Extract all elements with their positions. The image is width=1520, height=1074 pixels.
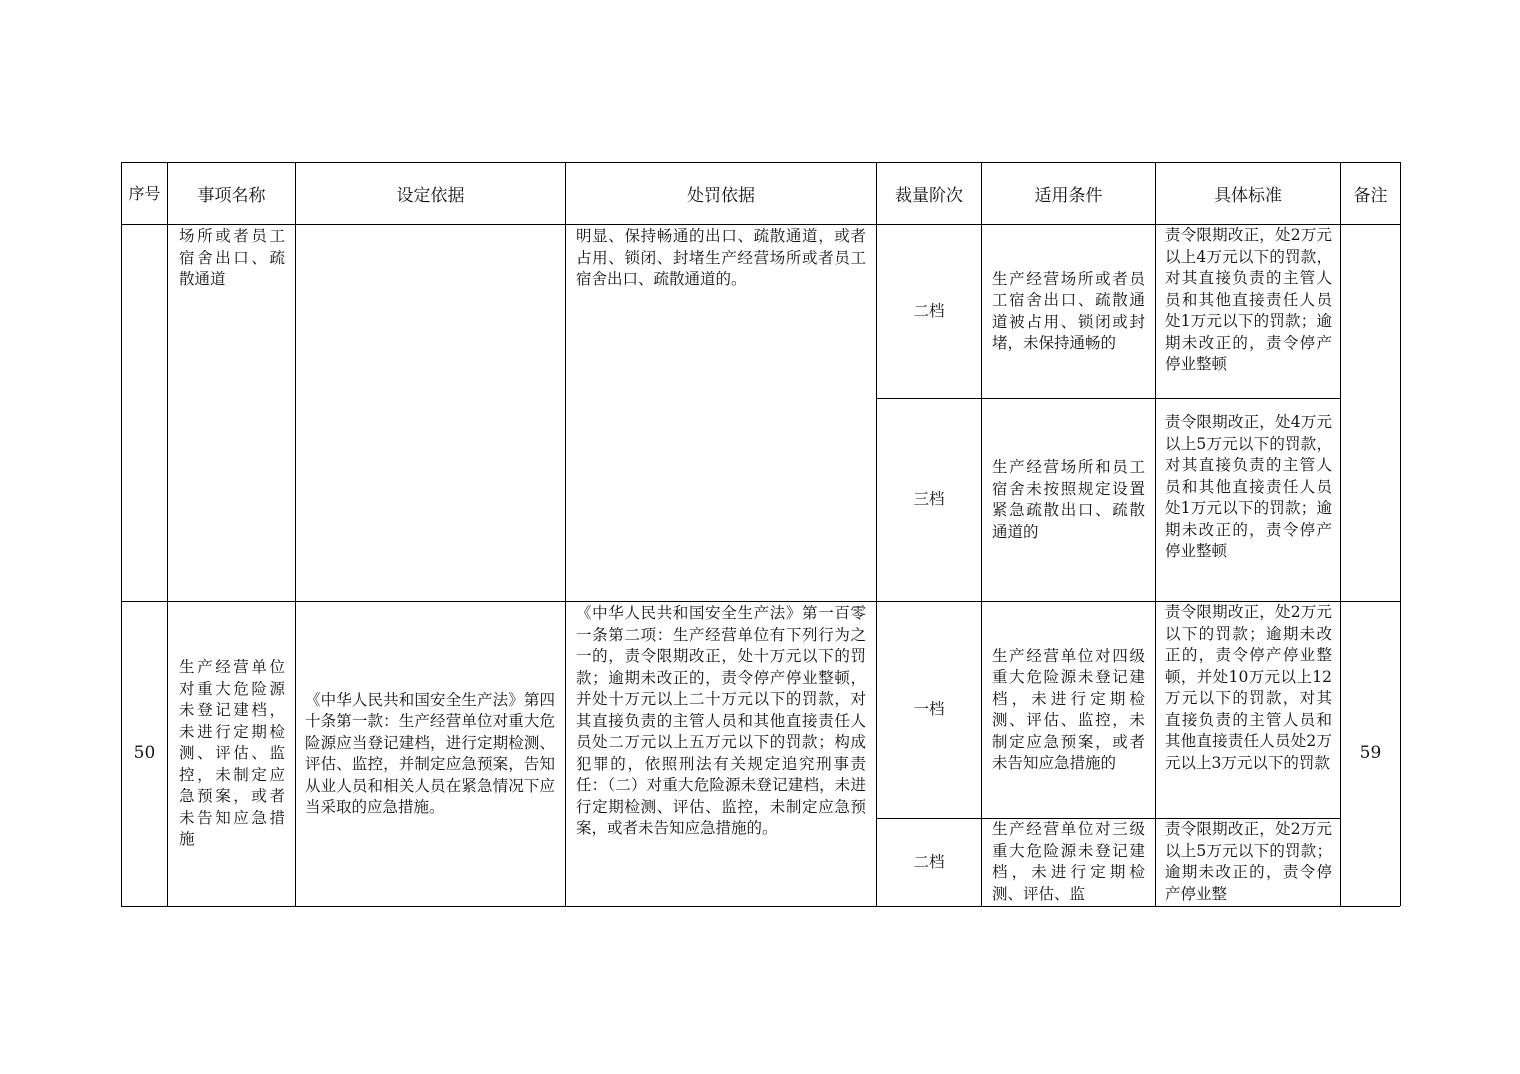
item-name-text: 生产经营单位对重大危险源未登记建档，未进行定期检测、评估、监控，未制定应急预案，或者未告知应急措施 bbox=[179, 658, 285, 849]
penalty-basis-cell: 明显、保持畅通的出口、疏散通道，或者占用、锁闭、封堵生产经营场所或者员工宿舍出口、疏散通道的。 bbox=[576, 227, 866, 288]
header-level: 裁量阶次 bbox=[895, 186, 963, 206]
standard-cell: 责令限期改正，处2万元以上5万元以下的罚款；逾期未改正的，责令停产停业整 bbox=[1165, 820, 1332, 903]
header-item-name: 事项名称 bbox=[197, 186, 266, 206]
condition-cell: 生产经营单位对三级重大危险源未登记建档，未进行定期检测、评估、监 bbox=[992, 820, 1145, 903]
col-border bbox=[167, 162, 168, 906]
table-border-bottom bbox=[121, 906, 1400, 907]
level-cell: 一档 bbox=[913, 700, 945, 719]
basis-text: 《中华人民共和国安全生产法》第四十条第一款：生产经营单位对重大危险源应当登记建档，进行定期检测、评估、监控，并制定应急预案，告知从业人员和相关人员在紧急情况下应当采取的应急措施。 bbox=[305, 690, 555, 816]
header-condition: 适用条件 bbox=[1034, 186, 1103, 206]
col-border bbox=[981, 162, 982, 906]
standard-cell: 责令限期改正，处4万元以上5万元以下的罚款，对其直接负责的主管人员和其他直接责任人员处1万元以下的罚款；逾期未改正的，责令停产停业整顿 bbox=[1165, 413, 1332, 560]
condition-text: 生产经营单位对四级重大危险源未登记建档，未进行定期检测、评估、监控，未制定应急预案，或者未告知应急措施的 bbox=[992, 646, 1145, 772]
item-name-cell: 场所或者员工宿舍出口、疏散通道 bbox=[179, 227, 285, 288]
penalty-basis-cell: 《中华人民共和国安全生产法》第一百零一条第二项：生产经营单位有下列行为之一的，责令限期改正，处十万元以下的罚款；逾期未改正的，责令停产停业整顿，并处十万元以上二十万元以下的罚款，对其直接负责的主管人员和其他直接责任人员处二万元以上五万元以下的罚款；构成犯罪的，依照刑法有关规定追究刑事责任：（二）对重大危险源未登记建档，未进行定期检测、评估、监控，未制定应急预案，或者未告知应急措施的。 bbox=[576, 604, 866, 837]
remark-cell: 59 bbox=[1359, 743, 1382, 764]
header-remark: 备注 bbox=[1353, 186, 1388, 206]
level-cell: 二档 bbox=[913, 852, 945, 871]
condition-cell bbox=[992, 399, 1145, 601]
col-border bbox=[1400, 162, 1401, 906]
standard-cell: 责令限期改正，处2万元以上4万元以下的罚款，对其直接负责的主管人员和其他直接责任人员处1万元以下的罚款；逾期未改正的，责令停产停业整顿 bbox=[1165, 226, 1332, 373]
level-cell: 二档 bbox=[913, 301, 945, 320]
condition-cell bbox=[992, 225, 1145, 398]
item-name-cell bbox=[179, 602, 285, 906]
col-border bbox=[1155, 162, 1156, 906]
condition-text: 生产经营场所和员工宿舍未按照规定设置紧急疏散出口、疏散通道的 bbox=[992, 458, 1145, 541]
condition-cell bbox=[992, 602, 1145, 818]
seq-cell: 50 bbox=[133, 743, 156, 764]
basis-cell bbox=[305, 602, 555, 906]
header-standard: 具体标准 bbox=[1214, 186, 1282, 206]
col-border bbox=[295, 162, 296, 906]
header-penalty-basis: 处罚依据 bbox=[687, 186, 755, 206]
condition-text: 生产经营场所或者员工宿舍出口、疏散通道被占用、锁闭或封堵，未保持通畅的 bbox=[992, 269, 1145, 352]
header-basis: 设定依据 bbox=[396, 186, 465, 206]
col-border bbox=[565, 162, 566, 906]
standard-cell: 责令限期改正，处2万元以下的罚款；逾期未改正的，责令停产停业整顿，并处10万元以上12万元以下的罚款，对其直接负责的主管人员和其他直接责任人员处2万元以上3万元以下的罚款 bbox=[1165, 603, 1332, 772]
header-seq: 序号 bbox=[128, 183, 161, 203]
level-cell: 三档 bbox=[913, 490, 945, 509]
